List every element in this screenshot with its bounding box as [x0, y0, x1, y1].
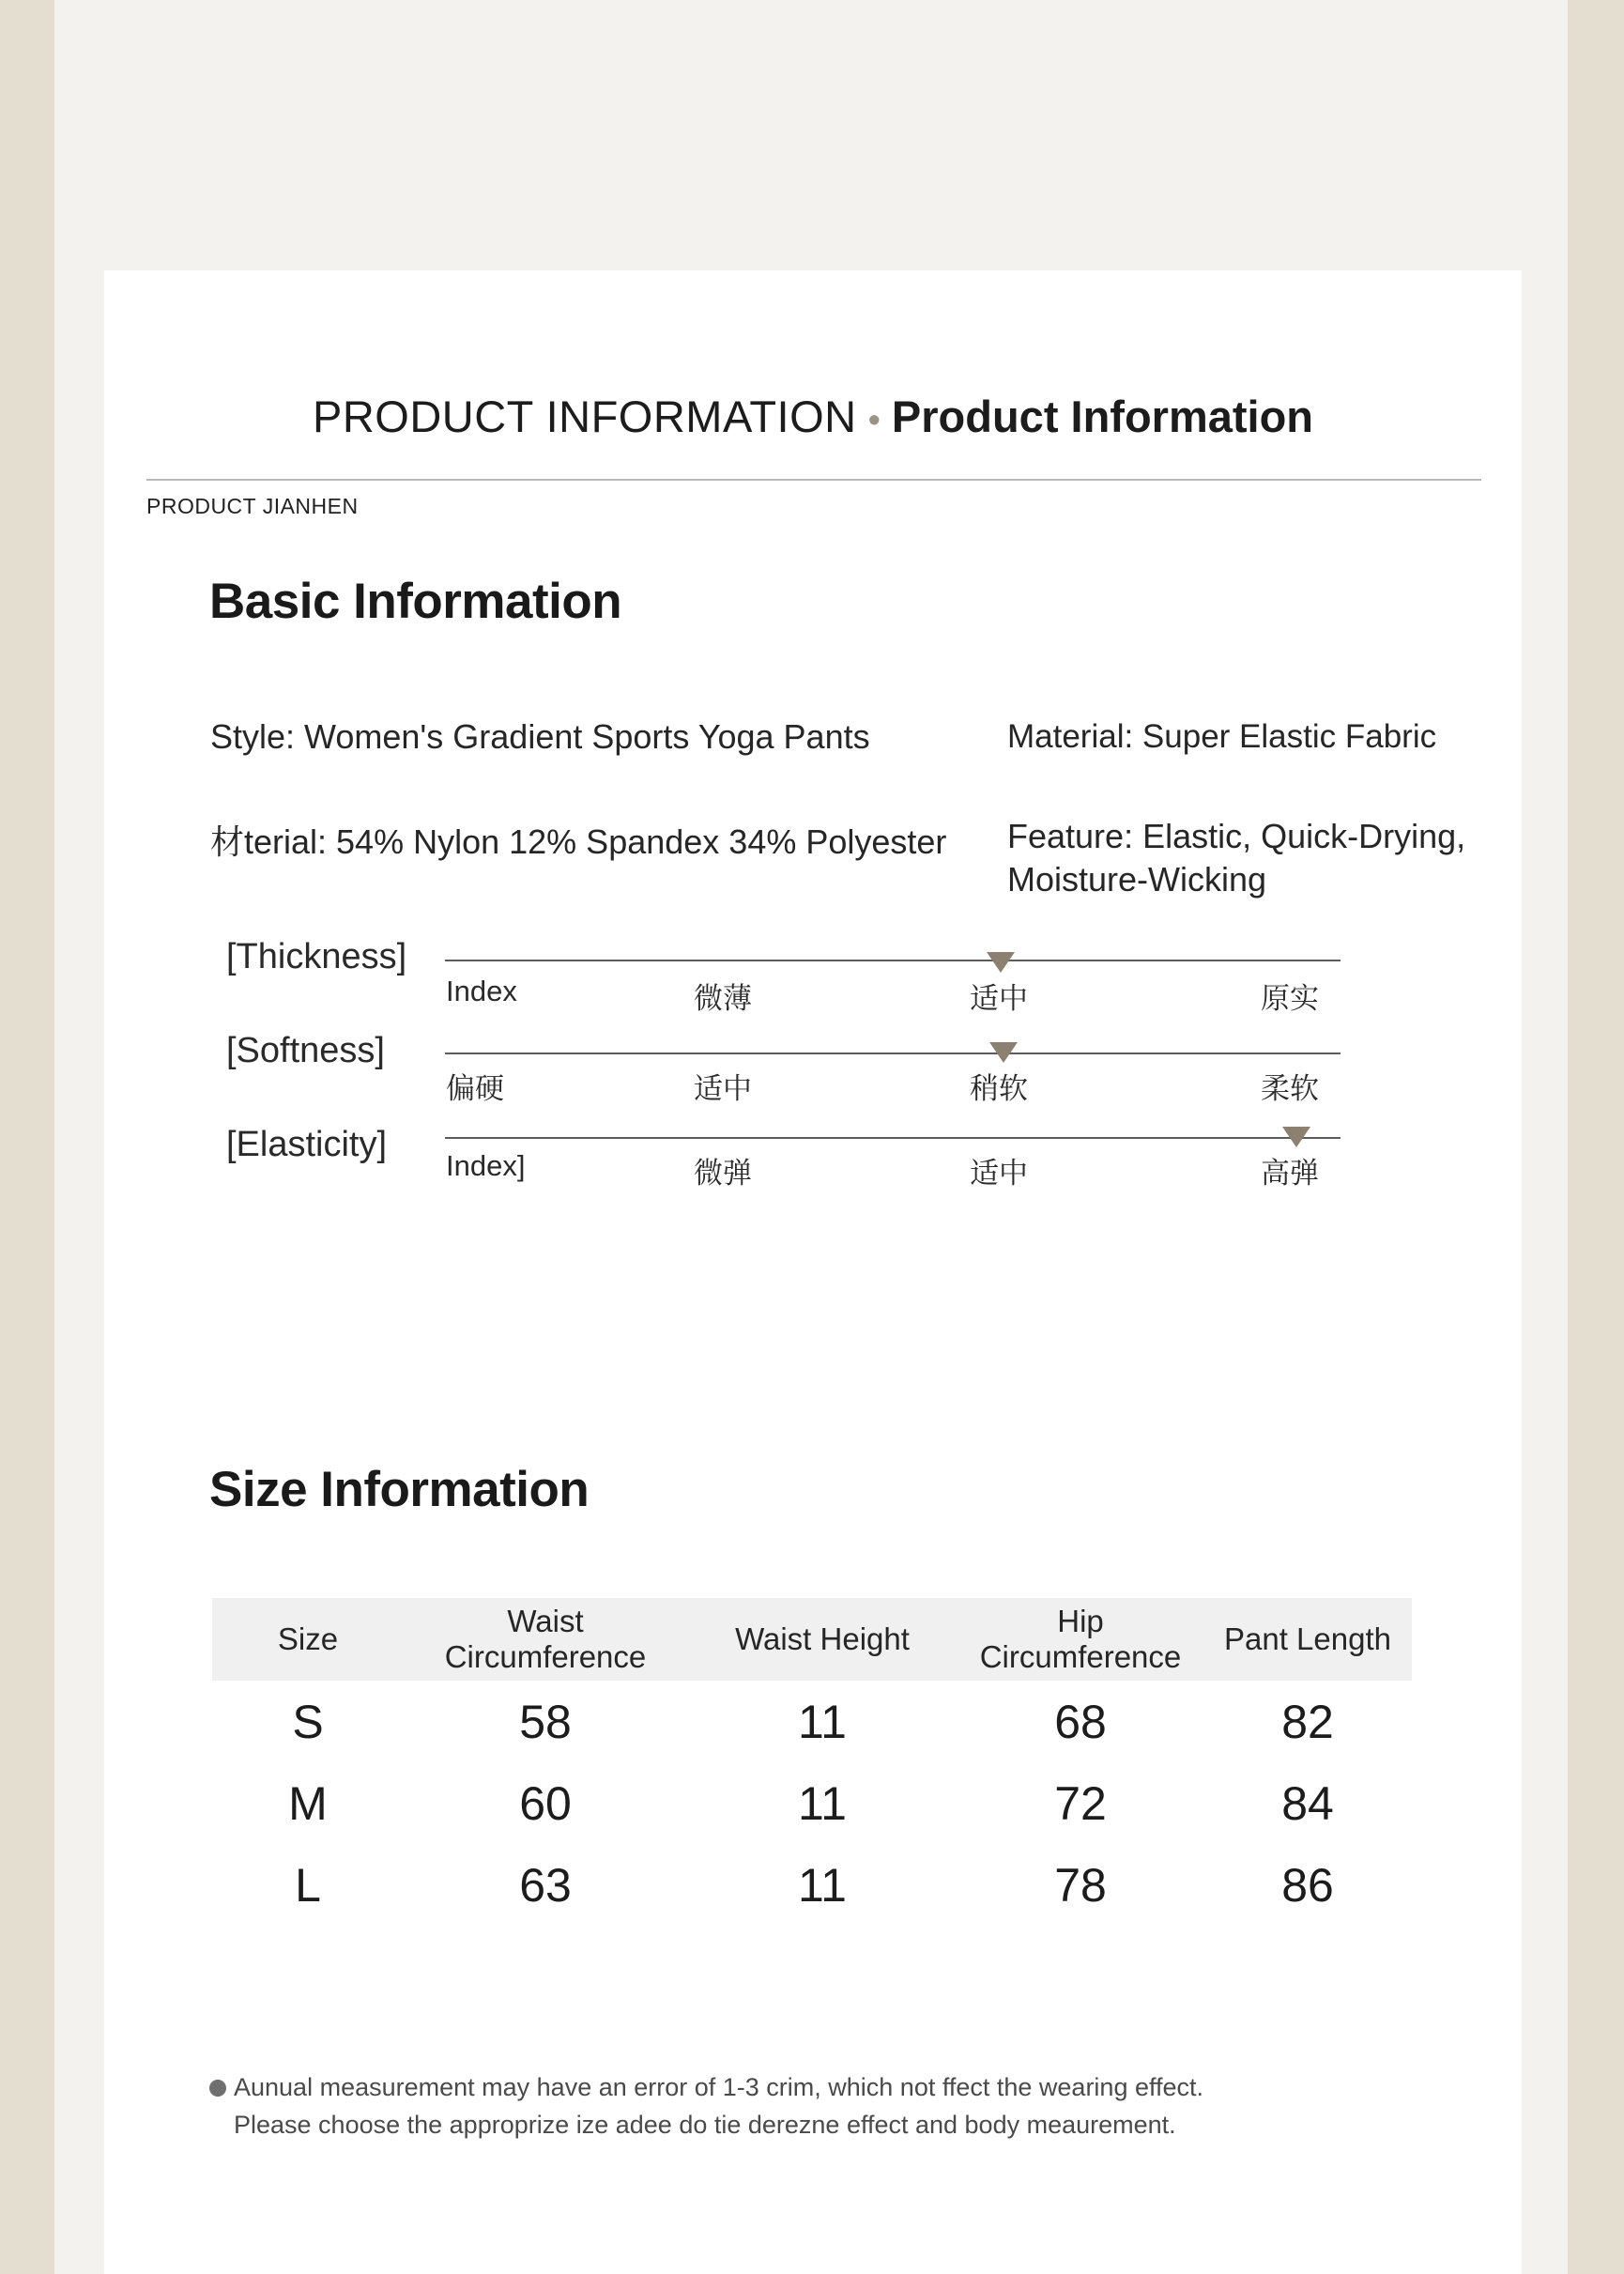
spec-material-composition: 材terial: 54% Nylon 12% Spandex 34% Polyester	[210, 822, 947, 861]
scale-line	[445, 1052, 1341, 1054]
cell-size: L	[295, 1858, 321, 1912]
scale-tick: 高弹	[1261, 1157, 1319, 1190]
basic-info-title: Basic Information	[209, 574, 622, 629]
note-line2: Please choose the approprize ize adee do tie derezne effect and body meaurement.	[234, 2111, 1176, 2139]
cell-waist-circumference: 63	[519, 1858, 572, 1912]
cell-waist-height: 11	[798, 1776, 847, 1830]
cell-waist-circumference: 60	[519, 1776, 572, 1830]
size-info-title: Size Information	[209, 1462, 590, 1517]
spec-feature	[1007, 815, 1465, 901]
scale-tick: 柔软	[1261, 1072, 1319, 1105]
scale-tick: Index]	[446, 1149, 526, 1182]
scale-tick: 偏硬	[446, 1072, 504, 1105]
spec-style: Style: Women's Gradient Sports Yoga Pants	[210, 717, 870, 756]
cell-pant-length: 82	[1281, 1695, 1334, 1748]
scale-line	[445, 1137, 1341, 1139]
bullet-icon	[209, 2080, 226, 2097]
size-table	[212, 1598, 1412, 1926]
note-line1: Aunual measurement may have an error of 1-3 crim, which not ffect the wearing effect.	[234, 2073, 1204, 2101]
cell-pant-length: 84	[1281, 1776, 1334, 1830]
header-hip-circumference: Hip Circumference	[958, 1598, 1203, 1681]
header-divider	[146, 479, 1481, 481]
cell-size: S	[292, 1695, 324, 1748]
title-separator: •	[867, 401, 881, 440]
product-info-card	[104, 270, 1522, 2274]
scale-marker	[989, 1042, 1018, 1063]
title-en: PRODUCT INFORMATION	[313, 392, 857, 441]
scale-line	[445, 960, 1341, 961]
title-cn: Product Information	[891, 392, 1313, 441]
header-size: Size	[212, 1598, 404, 1681]
scale-label: [Thickness]	[226, 937, 407, 976]
table-row	[212, 1844, 1412, 1926]
measurement-note	[234, 2068, 1203, 2143]
cell-hip-circumference: 72	[1054, 1776, 1107, 1830]
cell-waist-circumference: 58	[519, 1695, 572, 1748]
spec-feature-line2: Moisture-Wicking	[1007, 860, 1267, 899]
header-pant-length: Pant Length	[1203, 1598, 1412, 1681]
header-waist-circumference: Waist Circumference	[404, 1598, 687, 1681]
cell-size: M	[288, 1776, 328, 1830]
scale-marker	[987, 952, 1015, 973]
cell-waist-height: 11	[798, 1858, 847, 1912]
scale-tick: 微弹	[694, 1157, 752, 1190]
scale-tick: Index	[446, 975, 517, 1007]
spec-material-fabric: Material: Super Elastic Fabric	[1007, 718, 1437, 755]
scale-label: [Softness]	[226, 1031, 385, 1070]
scale-tick: 原实	[1261, 982, 1319, 1015]
table-row	[212, 1681, 1412, 1762]
spec-feature-line1: Feature: Elastic, Quick-Drying,	[1007, 817, 1466, 855]
scale-tick: 适中	[694, 1072, 752, 1105]
cell-waist-height: 11	[798, 1695, 847, 1748]
scale-tick: 稍软	[970, 1072, 1028, 1105]
scale-tick: 适中	[970, 1157, 1028, 1190]
scale-marker	[1282, 1127, 1310, 1147]
brand-label: PRODUCT JIANHEN	[146, 494, 359, 518]
scale-tick: 微薄	[694, 982, 752, 1015]
cell-pant-length: 86	[1281, 1858, 1334, 1912]
cell-hip-circumference: 78	[1054, 1858, 1107, 1912]
page-title	[104, 391, 1522, 447]
table-row	[212, 1762, 1412, 1844]
scale-tick: 适中	[970, 982, 1028, 1015]
header-waist-height: Waist Height	[687, 1598, 958, 1681]
scale-label: [Elasticity]	[226, 1125, 388, 1164]
size-table-header	[212, 1598, 1412, 1681]
cell-hip-circumference: 68	[1054, 1695, 1107, 1748]
